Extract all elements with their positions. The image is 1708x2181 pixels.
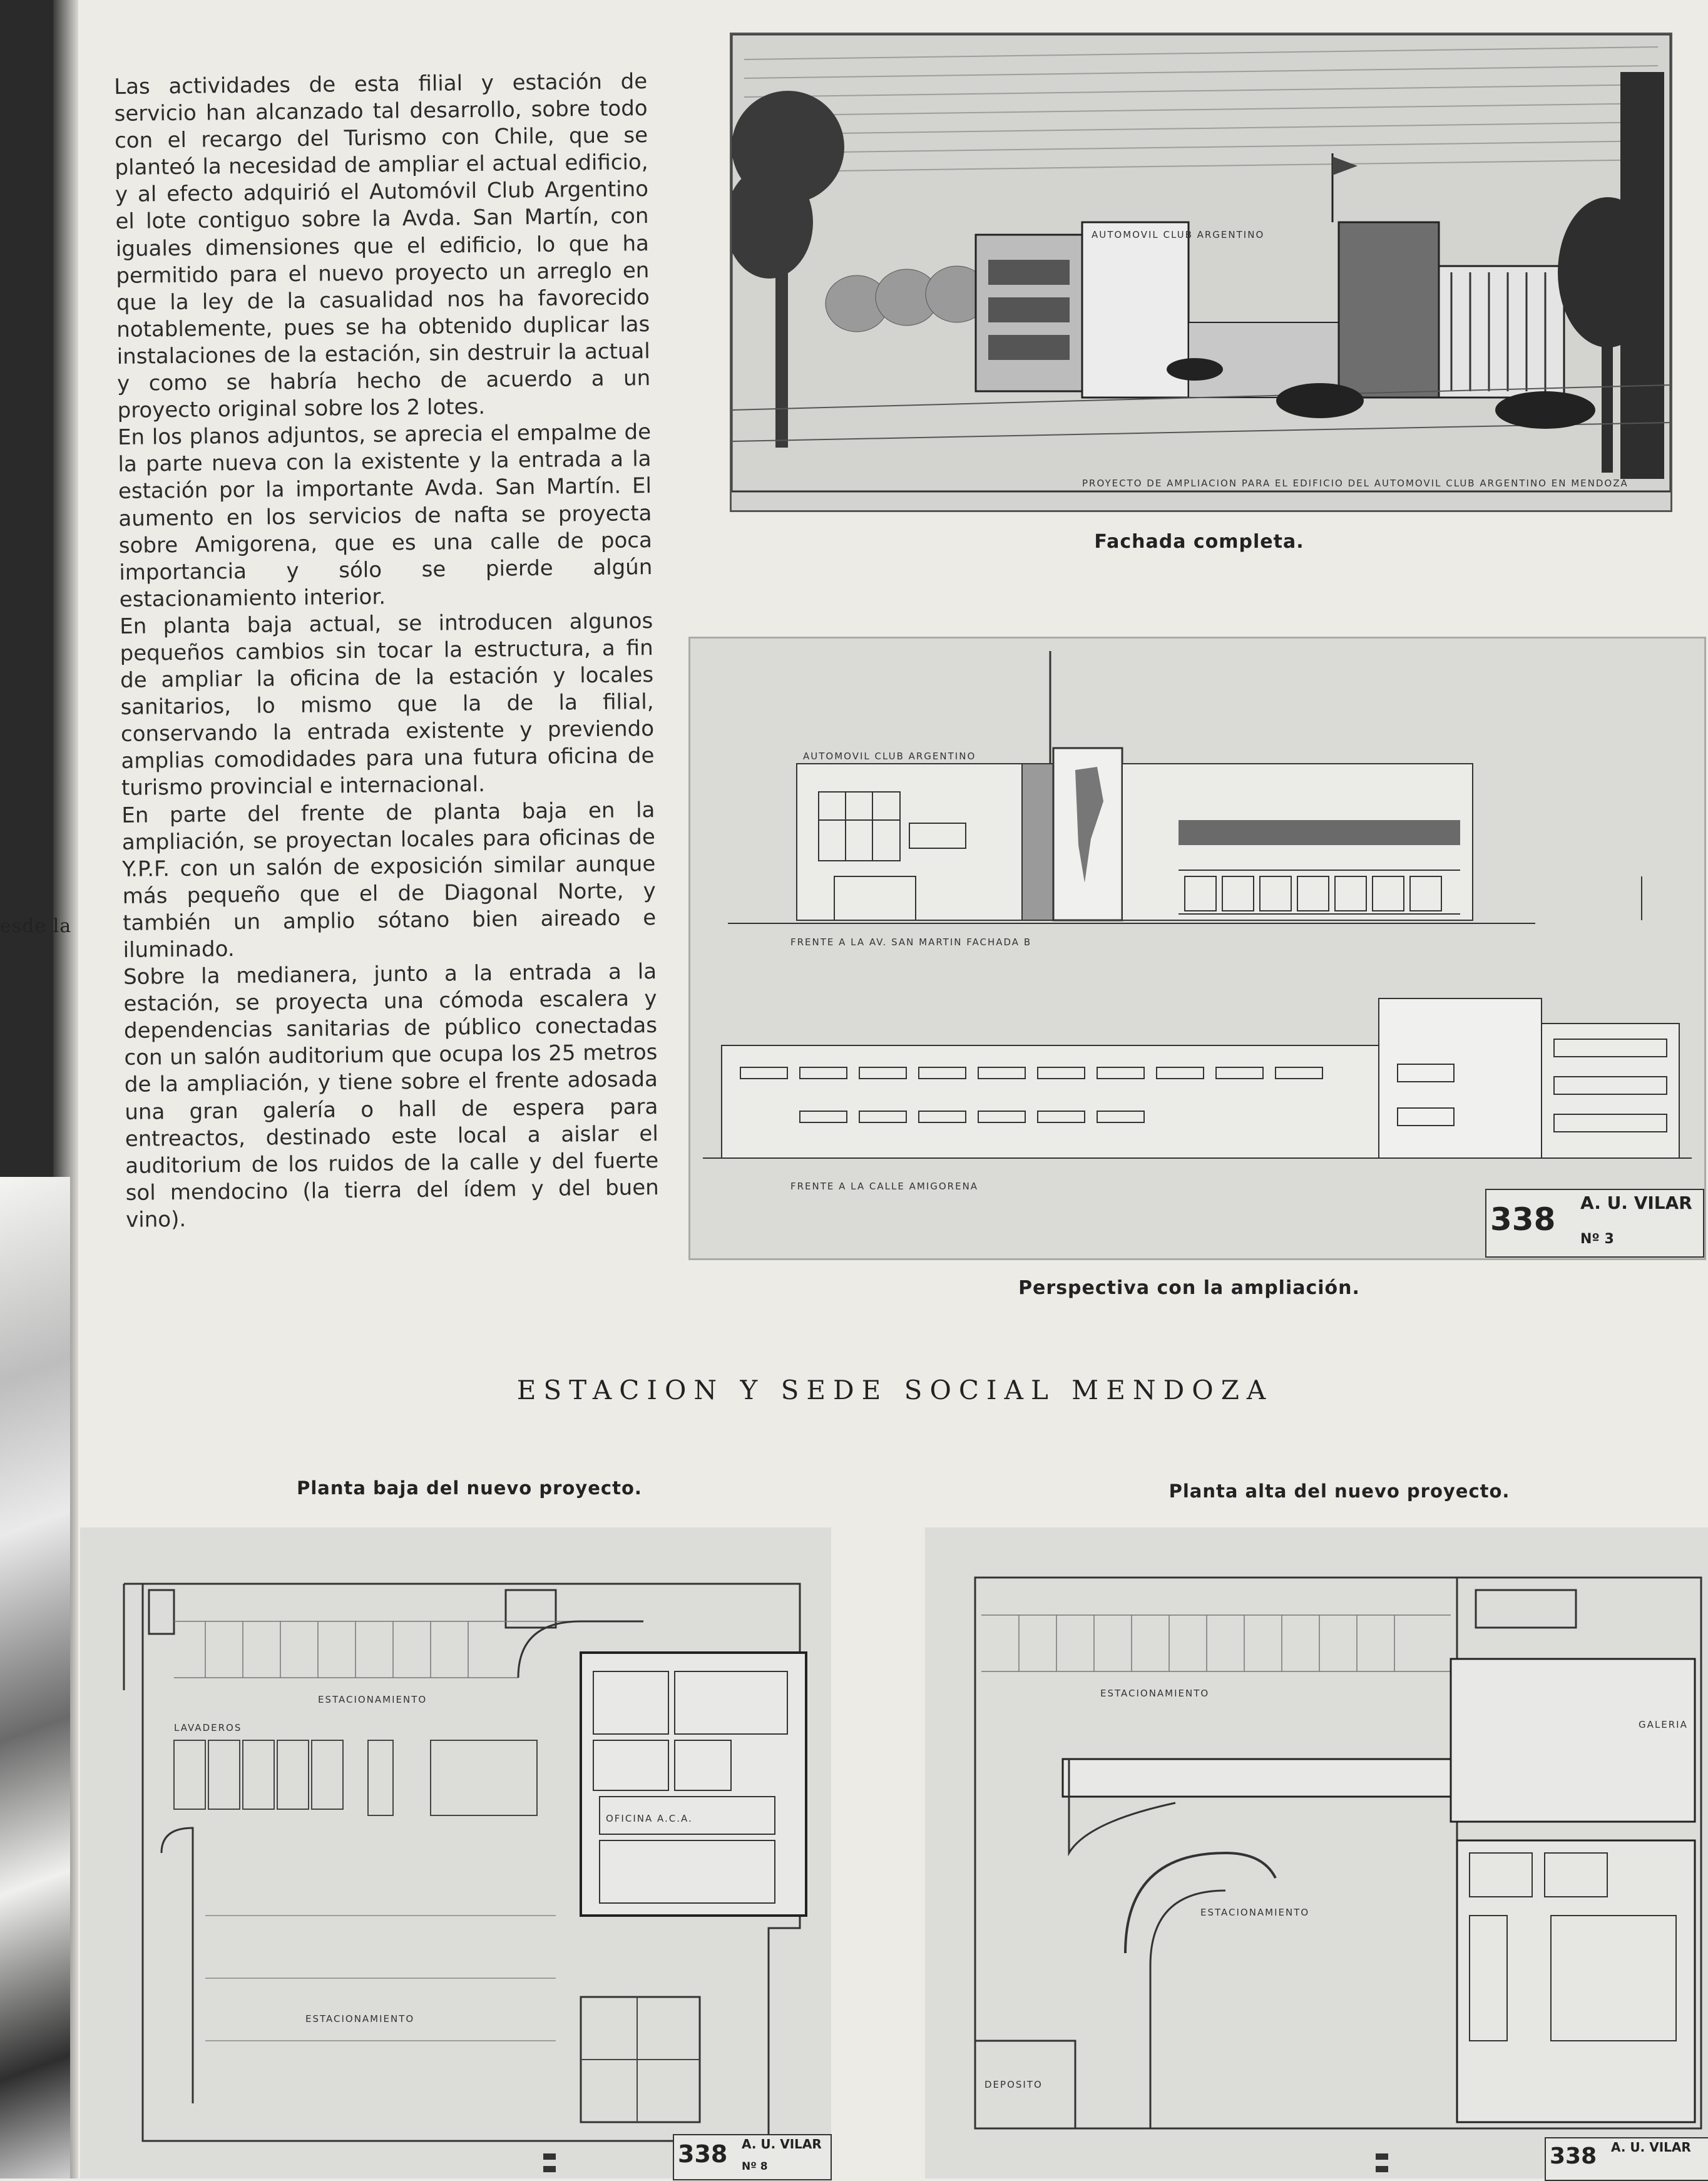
fachada-drawing [732, 34, 1670, 510]
perspectiva-drawing [690, 639, 1704, 1258]
planta-alta-caption: Planta alta del nuevo proyecto. [1168, 1481, 1510, 1502]
planta-baja-plate [80, 1527, 831, 2178]
planta-alta-plate [925, 1527, 1708, 2178]
fachada-building-sign: AUTOMOVIL CLUB ARGENTINO [1092, 229, 1265, 240]
stamp-sheet: Nº 3 [1580, 1231, 1614, 1247]
section-title: ESTACION Y SEDE SOCIAL MENDOZA [516, 1375, 1274, 1405]
previous-page-fragment: esde la [0, 915, 72, 937]
article-body [114, 68, 659, 1234]
article-paragraph: En parte del frente de planta baja en la ampliación, se proyectan locales para oficinas de Y.P.F. con un salón de exposición similar aunque más pequeño que el de Diagonal Norte, y también un amplio sótano bien aireado e iluminado. [121, 797, 657, 963]
stamp-number: 338 [1550, 2143, 1597, 2169]
previous-page-photo [0, 1177, 70, 2178]
fachada-caption: Fachada completa. [1094, 531, 1304, 553]
planta-baja-label: LAVADEROS [174, 1722, 242, 1733]
perspectiva-caption: Perspectiva con la ampliación. [1018, 1277, 1360, 1299]
planta-baja-caption: Planta baja del nuevo proyecto. [297, 1477, 642, 1499]
planta-alta-drawing [925, 1527, 1708, 2178]
article-paragraph: En los planos adjuntos, se aprecia el empalme de la parte nueva con la existente y la entrada a la estación por la importante Avda. San Martín. El aumento en los servicios de nafta se proyecta sobre Amigorena, que es una calle de poca importancia y sólo se pierde algún estacionamiento interior. [117, 419, 653, 612]
perspectiva-plate [688, 637, 1706, 1260]
planta-baja-label: ESTACIONAMIENTO [305, 2013, 415, 2024]
planta-baja-drawing [80, 1527, 831, 2178]
fachada-drawing-title: PROYECTO DE AMPLIACION PARA EL EDIFICIO DEL AUTOMOVIL CLUB ARGENTINO EN MENDOZA [1082, 478, 1629, 489]
article-paragraph: Sobre la medianera, junto a la entrada a la estación, se proyecta una cómoda escalera y dependencias sanitarias de público conectadas con un salón auditorium que ocupa los 25 metros de la ampliación, y tiene sobre el frente adosada una gran galería o hall de espera para entreactos, destinado este local a aislar el auditorium de los ruidos de la calle y del fuerte sol mendocino (la tierra del ídem y del buen vino). [123, 959, 659, 1233]
planta-alta-stamp [1545, 2137, 1708, 2181]
planta-baja-label: ESTACIONAMIENTO [318, 1694, 427, 1705]
stamp-number: 338 [1490, 1201, 1556, 1238]
stamp-name: A. U. VILAR [1611, 2140, 1691, 2155]
stamp-name: A. U. VILAR [1580, 1193, 1692, 1213]
planta-alta-label: GALERIA [1639, 1719, 1688, 1730]
planta-baja-label: OFICINA A.C.A. [606, 1813, 693, 1824]
article-paragraph: En planta baja actual, se introducen algunos pequeños cambios sin tocar la estructura, a fin de ampliar la oficina de la estación y locales sanitarios, lo mismo que la de la filial, conservando la entrada existente y previendo amplias comodidades para una futura oficina de turismo provincial e internacional. [120, 608, 655, 801]
perspectiva-front-label-2: FRENTE A LA CALLE AMIGORENA [790, 1181, 979, 1192]
stamp-number: 338 [678, 2140, 728, 2168]
article-paragraph: Las actividades de esta filial y estación de servicio han alcanzado tal desarrollo, sobre todo con el recargo del Turismo con Chile, que se planteó la necesidad de ampliar el actual edificio, y al efecto adquirió el Automóvil Club Argentino el lote contiguo sobre la Avda. San Martín, con iguales dimensiones que el edificio, lo que ha permitido para el nuevo proyecto un arreglo en que la ley de la casualidad nos ha favorecido notablemente, pues se ha obtenido duplicar las instalaciones de la estación, sin destruir la actual y como se habría hecho de acuerdo a un proyecto original sobre los 2 lotes. [114, 69, 651, 424]
planta-baja-stamp [673, 2134, 832, 2180]
stamp-sheet: Nº 8 [742, 2160, 768, 2173]
planta-alta-label: ESTACIONAMIENTO [1200, 1907, 1310, 1918]
planta-alta-label: DEPOSITO [984, 2079, 1043, 2090]
perspectiva-stamp [1485, 1189, 1704, 1258]
planta-alta-label: ESTACIONAMIENTO [1100, 1688, 1210, 1699]
perspectiva-front-label-1: FRENTE A LA AV. SAN MARTIN FACHADA B [790, 937, 1032, 948]
perspectiva-sign: AUTOMOVIL CLUB ARGENTINO [803, 751, 976, 762]
fachada-plate [730, 33, 1672, 512]
stamp-name: A. U. VILAR [742, 2137, 822, 2152]
